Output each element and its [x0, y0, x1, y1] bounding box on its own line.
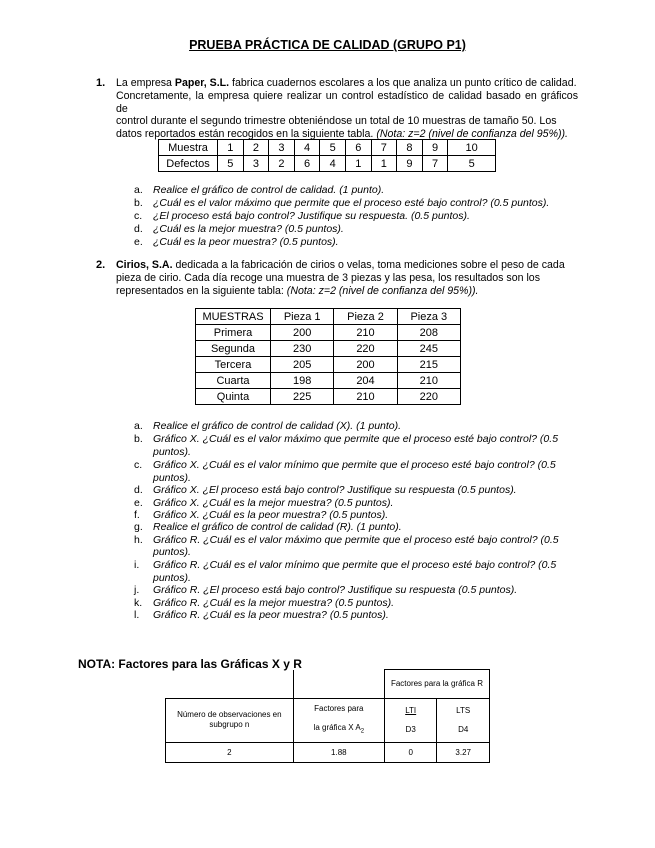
table-cell: 8 [397, 140, 423, 156]
table-cell: 9 [397, 156, 423, 172]
table-cell: 245 [397, 341, 460, 357]
item-text: ¿Cuál es el valor máximo que permite que el proceso esté bajo control? (0.5 puntos). [153, 197, 550, 209]
table-cell: 4 [320, 156, 346, 172]
table-row [196, 325, 461, 341]
q2-company: Cirios, S.A. [116, 259, 173, 271]
table-row [196, 357, 461, 373]
item-text: Gráfico X. ¿Cuál es el valor mínimo que permite que el proceso esté bajo control? (0.5 [153, 459, 556, 471]
table-cell: 5 [320, 140, 346, 156]
item-text: puntos). [153, 546, 191, 558]
table-cell: 210 [397, 373, 460, 389]
question-2-number: 2. [96, 259, 106, 271]
table-cell: 2 [243, 140, 269, 156]
table-cell: 7 [422, 156, 448, 172]
table-cell: 1.88 [293, 742, 384, 762]
lti-label: LTI [405, 706, 417, 716]
table-cell: 3 [269, 140, 295, 156]
table-cell: 1 [218, 140, 244, 156]
table-cell: 2 [166, 742, 294, 762]
item-text: Realice el gráfico de control de calidad (R). (1 punto). [153, 521, 402, 533]
item-text: puntos). [153, 572, 191, 584]
table-cell: 6 [294, 156, 320, 172]
item-label: c. [134, 459, 143, 471]
table-cell: 200 [271, 325, 334, 341]
lti-header [384, 699, 437, 743]
defects-table [158, 139, 496, 172]
table-cell: 7 [371, 140, 397, 156]
item-text: puntos). [153, 472, 191, 484]
empty-cell [166, 670, 294, 699]
item-label: b. [134, 433, 143, 445]
table-cell: 210 [334, 389, 397, 405]
q1-line-3: datos reportados están recogidos en la siguiente tabla. [116, 128, 377, 141]
table-row-label: Defectos [159, 156, 218, 172]
table-cell: 205 [271, 357, 334, 373]
table-row [196, 389, 461, 405]
d4-label: D4 [458, 725, 469, 735]
table-cell: 3 [243, 156, 269, 172]
table-cell: 220 [334, 341, 397, 357]
item-label: j. [134, 584, 140, 596]
item-text: puntos). [153, 446, 191, 458]
table-cell: 1 [345, 156, 371, 172]
item-text: Gráfico X. ¿El proceso está bajo control? Justifique su respuesta (0.5 puntos). [153, 484, 517, 496]
q2-line-0: dedicada a la fabricación de cirios o velas, toma mediciones sobre el peso de cada [172, 259, 565, 271]
nota-title: NOTA: Factores para las Gráficas X y R [78, 657, 302, 671]
table-header: MUESTRAS [196, 309, 271, 325]
item-text: Realice el gráfico de control de calidad. (1 punto). [153, 184, 385, 196]
lts-label: LTS [456, 706, 471, 716]
factors-r-header: Factores para la gráfica R [384, 670, 489, 699]
item-label: a. [134, 184, 143, 196]
q1-line-2: control durante el segundo trimestre obteniéndose un total de 10 muestras de tamaño 50. Los [116, 115, 557, 128]
item-text: Gráfico X. ¿Cuál es la peor muestra? (0.5 puntos). [153, 509, 389, 521]
table-cell: 208 [397, 325, 460, 341]
question-1-items [134, 184, 579, 254]
table-row [196, 341, 461, 357]
item-label: l. [134, 609, 140, 621]
factors-x-header [293, 699, 384, 743]
q1-line-0: fabrica cuadernos escolares a los que analiza un punto crítico de calidad. [232, 77, 577, 89]
q1-note: (Nota: z=2 (nivel de confianza del 95%)). [376, 128, 568, 141]
table-cell: 5 [218, 156, 244, 172]
table-cell: 210 [334, 325, 397, 341]
q2-note: (Nota: z=2 (nivel de confianza del 95%)). [286, 284, 479, 297]
factors-x-subscript: 2 [360, 728, 365, 735]
table-cell: 198 [271, 373, 334, 389]
item-text: Realice el gráfico de control de calidad (X). (1 punto). [153, 420, 402, 432]
page-title: PRUEBA PRÁCTICA DE CALIDAD (GRUPO P1) [189, 38, 466, 52]
item-label: e. [134, 236, 143, 248]
table-cell: 204 [334, 373, 397, 389]
item-label: c. [134, 210, 143, 222]
item-text: ¿Cuál es la mejor muestra? (0.5 puntos). [153, 223, 344, 235]
table-cell: Segunda [196, 341, 271, 357]
observations-header: Número de observaciones en subgrupo n [166, 699, 294, 743]
factors-x-line-1: Factores para [314, 704, 364, 713]
item-label: d. [134, 223, 143, 235]
item-label: d. [134, 484, 143, 496]
table-cell: 225 [271, 389, 334, 405]
item-label: k. [134, 597, 143, 609]
q2-line-2: representados en la siguiente tabla: [116, 284, 287, 297]
table-cell: 2 [269, 156, 295, 172]
q1-line-1: Concretamente, la empresa quiere realizar un control estadístico de calidad basado en gráficos de [116, 89, 578, 115]
table-cell: 1 [371, 156, 397, 172]
q1-intro: La empresa [116, 77, 175, 89]
table-cell: 6 [345, 140, 371, 156]
lts-header [437, 699, 490, 743]
table-cell: Primera [196, 325, 271, 341]
table-cell: Cuarta [196, 373, 271, 389]
table-cell: 200 [334, 357, 397, 373]
factors-table [165, 669, 490, 763]
table-cell: 0 [384, 742, 437, 762]
empty-cell [293, 670, 384, 699]
q1-company: Paper, S.L. [174, 77, 230, 89]
table-header: Pieza 3 [397, 309, 460, 325]
table-row [166, 742, 490, 762]
table-cell: 9 [422, 140, 448, 156]
table-row-label: Muestra [159, 140, 218, 156]
table-cell: Quinta [196, 389, 271, 405]
item-label: e. [134, 497, 143, 509]
table-cell: 215 [397, 357, 460, 373]
table-cell: Tercera [196, 357, 271, 373]
item-label: g. [134, 521, 143, 533]
item-label: h. [134, 534, 143, 546]
factors-x-text: la gráfica X A [313, 723, 361, 732]
item-text: Gráfico R. ¿Cuál es el valor mínimo que permite que el proceso esté bajo control? (0.5 [153, 559, 557, 571]
question-1-text [116, 77, 578, 141]
item-text: Gráfico R. ¿Cuál es la peor muestra? (0.5 puntos). [153, 609, 389, 621]
item-text: Gráfico R. ¿Cuál es la mejor muestra? (0.5 puntos). [153, 597, 395, 609]
question-2-text [116, 259, 578, 297]
q2-line-1: pieza de cirio. Cada día recoge una muestra de 3 piezas y las pesa, los resultados son los [116, 271, 540, 284]
item-text: Gráfico R. ¿Cuál es el valor máximo que permite que el proceso esté bajo control? (0.5 [153, 534, 559, 546]
item-label: a. [134, 420, 143, 432]
weights-table [195, 308, 461, 405]
d3-label: D3 [405, 725, 416, 735]
table-header: Pieza 1 [271, 309, 334, 325]
item-label: b. [134, 197, 143, 209]
item-text: Gráfico X. ¿Cuál es la mejor muestra? (0.5 puntos). [153, 497, 394, 509]
table-row [196, 373, 461, 389]
item-label: f. [134, 509, 140, 521]
table-cell: 220 [397, 389, 460, 405]
question-2-items [134, 420, 579, 620]
item-label: i. [134, 559, 140, 571]
table-cell: 5 [448, 156, 496, 172]
table-cell: 4 [294, 140, 320, 156]
question-1-number: 1. [96, 77, 106, 89]
table-cell: 3.27 [437, 742, 490, 762]
factors-x-line-2 [294, 718, 384, 742]
table-cell: 10 [448, 140, 496, 156]
item-text: Gráfico X. ¿Cuál es el valor máximo que permite que el proceso esté bajo control? (0.5 [153, 433, 559, 445]
table-cell: 230 [271, 341, 334, 357]
item-text: ¿El proceso está bajo control? Justifique su respuesta. (0.5 puntos). [153, 210, 470, 222]
table-header: Pieza 2 [334, 309, 397, 325]
item-text: Gráfico R. ¿El proceso está bajo control? Justifique su respuesta (0.5 puntos). [153, 584, 518, 596]
item-text: ¿Cuál es la peor muestra? (0.5 puntos). [153, 236, 339, 248]
